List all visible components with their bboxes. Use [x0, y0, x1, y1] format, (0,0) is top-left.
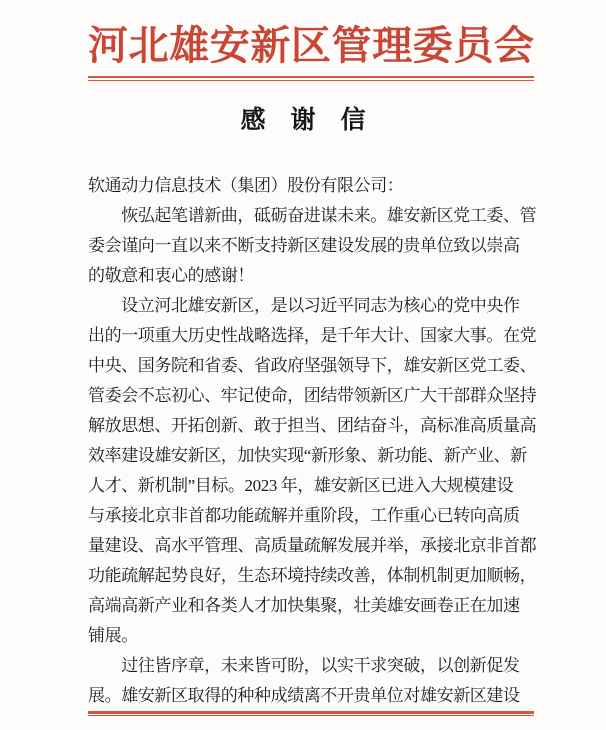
body-line: 出的一项重大历史性战略选择，是千年大计、国家大事。在党 — [88, 326, 537, 345]
body-line: 的敬意和衷心的感谢！ — [88, 266, 254, 285]
body-line: 高端高新产业和各类人才加快集聚，壮美雄安画卷正在加速 — [88, 596, 520, 615]
body-line: 委会谨向一直以来不断支持新区建设发展的贵单位致以崇高 — [88, 236, 520, 255]
letterhead-rule — [88, 76, 534, 81]
body-line: 铺展。 — [88, 626, 138, 645]
document-title: 感 谢 信 — [240, 107, 366, 134]
body-line: 恢弘起笔谱新曲，砥砺奋进谋未来。雄安新区党工委、管 — [88, 206, 537, 225]
body-line: 人才、新机制”目标。2023 年，雄安新区已进入大规模建设 — [88, 476, 514, 495]
letterhead-org-name: 河北雄安新区管理委员会 — [88, 23, 534, 68]
body-line: 量建设、高水平管理、高质量疏解发展并举，承接北京非首都 — [88, 536, 537, 555]
body-line: 与承接北京非首都功能疏解并重阶段，工作重心已转向高质 — [88, 506, 520, 525]
body-line: 效率建设雄安新区，加快实现“新形象、新功能、新产业、新 — [88, 446, 527, 465]
body-line: 软通动力信息技术（集团）股份有限公司： — [88, 176, 404, 195]
body-line: 设立河北雄安新区，是以习近平同志为核心的党中央作 — [88, 296, 520, 315]
body-line: 中央、国务院和省委、省政府坚强领导下，雄安新区党工委、 — [88, 356, 537, 375]
body-line: 展。雄安新区取得的种种成绩离不开贵单位对雄安新区建设 — [88, 686, 520, 705]
body-line: 功能疏解起势良好，生态环境持续改善，体制机制更加顺畅， — [88, 566, 537, 585]
body-line: 管委会不忘初心、牢记使命，团结带领新区广大干部群众坚持 — [88, 386, 537, 405]
letter-body — [88, 171, 537, 711]
footer-rule — [88, 711, 534, 716]
body-line: 过往皆序章，未来皆可盼，以实干求突破，以创新促发 — [88, 656, 520, 675]
body-line: 解放思想、开拓创新、敢于担当、团结奋斗，高标准高质量高 — [88, 416, 537, 435]
